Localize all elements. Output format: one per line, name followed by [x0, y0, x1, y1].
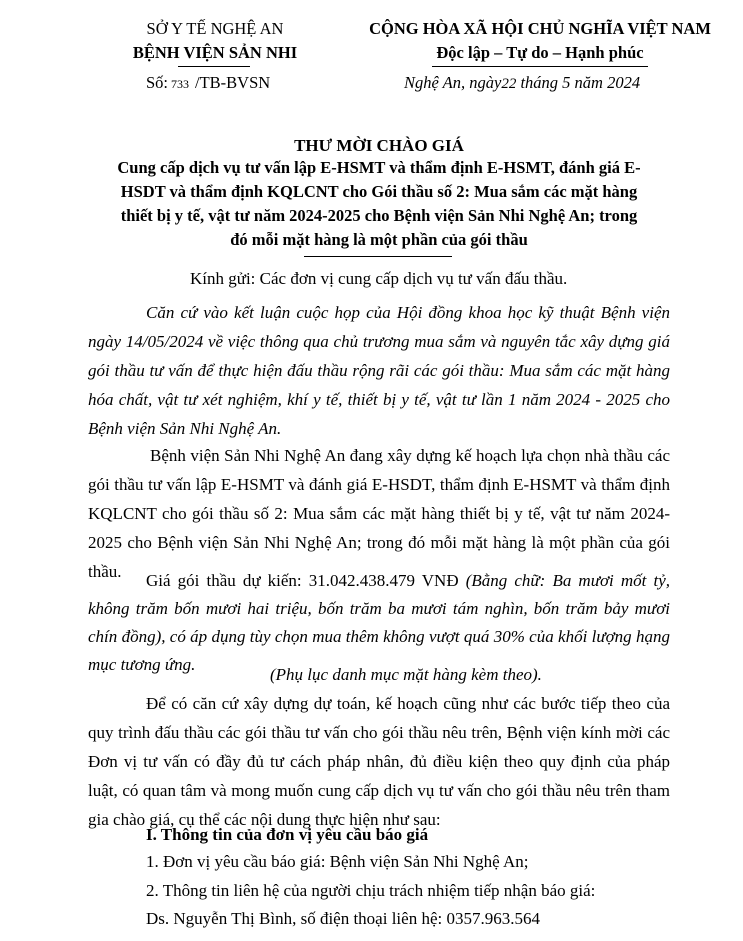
- paragraph-basis: Căn cứ vào kết luận cuộc họp của Hội đồng khoa học kỹ thuật Bệnh viện ngày 14/05/2024 về việc thông qua chủ trương mua sắm và nguyên tắc xây dựng giá gói thầu tư vấn để thực hiện đấu thầu rộng rãi các gói thầu: Mua sắm các mặt hàng hóa chất, vật tư xét nghiệm, khí y tế, thiết bị y tế, vật tư lần 1 năm 2024 - 2025 cho Bệnh viện Sản Nhi Nghệ An.: [88, 303, 670, 438]
- ref-prefix: Số:: [146, 73, 169, 92]
- price-label: Giá gói thầu dự kiến: 31.042.438.479 VNĐ: [146, 571, 466, 590]
- subject-line-4: đó mỗi mặt hàng là một phần của gói thầu: [230, 230, 528, 249]
- section-heading-1: I. Thông tin của đơn vị yêu cầu báo giá: [146, 825, 429, 844]
- document-reference: [146, 73, 270, 93]
- date-day: 22: [501, 76, 517, 92]
- ref-number: 733: [171, 77, 190, 91]
- document-date: [404, 73, 640, 93]
- date-prefix: Nghệ An, ngày: [404, 73, 502, 92]
- paragraph-plan: Bệnh viện Sản Nhi Nghệ An đang xây dựng kế hoạch lựa chọn nhà thầu các gói thầu tư vấn lập E-HSMT và đánh giá E-HSDT, thẩm định E-HSMT và thẩm định KQLCNT cho gói thầu số 2: Mua sắm các mặt hàng thiết bị y tế, vật tư năm 2024-2025 cho Bệnh viện Sản Nhi Nghệ An; trong đó mỗi mặt hàng là một phần của gói thầu.: [88, 446, 670, 581]
- contact-person: Ds. Nguyễn Thị Bình, số điện thoại liên hệ: 0357.963.564: [146, 909, 540, 928]
- subject-line-2: HSDT và thẩm định KQLCNT cho Gói thầu số 2: Mua sắm các mặt hàng: [120, 182, 638, 201]
- date-suffix: tháng 5 năm 2024: [516, 73, 641, 92]
- paragraph-price: [88, 567, 670, 679]
- national-motto: Độc lập – Tự do – Hạnh phúc: [436, 43, 644, 62]
- ministry-name: SỞ Y TẾ NGHỆ AN: [146, 19, 284, 38]
- appendix-note: (Phụ lục danh mục mặt hàng kèm theo).: [270, 665, 542, 684]
- hospital-name: BỆNH VIỆN SẢN NHI: [132, 43, 298, 62]
- contact-info-label: 2. Thông tin liên hệ của người chịu trách nhiệm tiếp nhận báo giá:: [146, 881, 596, 900]
- requesting-unit: 1. Đơn vị yêu cầu báo giá: Bệnh viện Sản Nhi Nghệ An;: [146, 852, 529, 871]
- document-title: THƯ MỜI CHÀO GIÁ: [294, 136, 464, 155]
- price-in-words: (Bằng chữ: Ba mươi mốt tỷ, không trăm bốn mươi hai triệu, bốn trăm ba mươi tám nghìn, bốn trăm bảy mươi chín đồng), có áp dụng tùy chọn mua thêm không vượt quá 30% của khối lượng hạng mục tương ứng.: [88, 571, 670, 674]
- paragraph-invitation: Để có căn cứ xây dựng dự toán, kế hoạch cũng như các bước tiếp theo của quy trình đấu thầu các gói thầu tư vấn cho gói thầu nêu trên, Bệnh viện kính mời các Đơn vị tư vấn có đầy đủ tư cách pháp nhân, đủ điều kiện theo quy định của pháp luật, có quan tâm và mong muốn cung cấp dịch vụ tư vấn cho gói thầu nêu trên tham gia chào giá, cụ thể các nội dung thực hiện như sau:: [88, 694, 670, 829]
- subject-line-1: Cung cấp dịch vụ tư vấn lập E-HSMT và thẩm định E-HSMT, đánh giá E-: [117, 158, 641, 177]
- subject-line-3: thiết bị y tế, vật tư năm 2024-2025 cho Bệnh viện Sản Nhi Nghệ An; trong: [120, 206, 638, 225]
- motto-underline: [432, 66, 648, 67]
- ref-suffix: /TB-BVSN: [195, 73, 271, 92]
- hospital-underline: [178, 66, 250, 67]
- greeting: Kính gửi: Các đơn vị cung cấp dịch vụ tư vấn đấu thầu.: [190, 269, 568, 288]
- country-name: CỘNG HÒA XÃ HỘI CHỦ NGHĨA VIỆT NAM: [369, 19, 711, 38]
- title-underline: [304, 256, 452, 257]
